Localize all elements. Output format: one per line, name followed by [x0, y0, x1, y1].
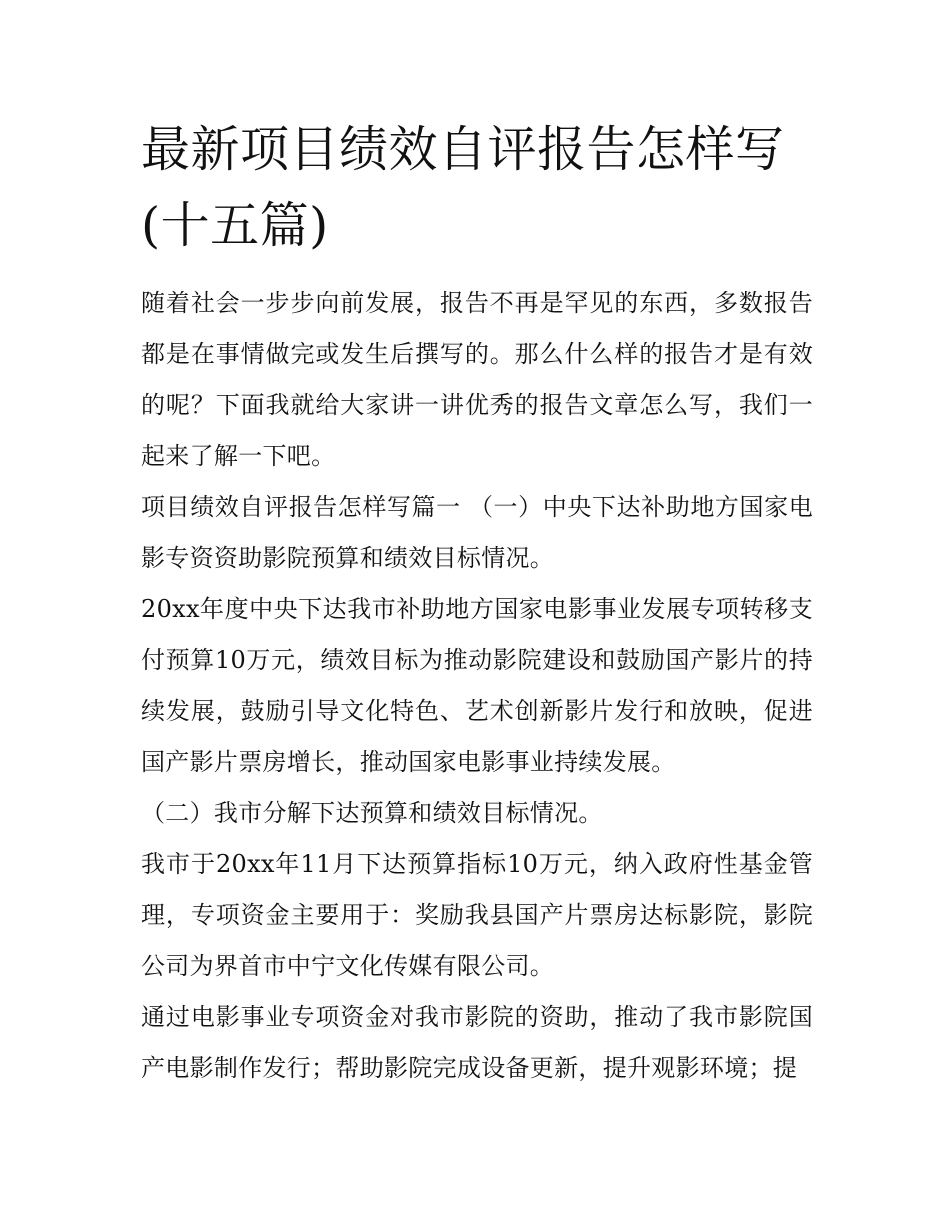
paragraph-effects: 通过电影事业专项资金对我市影院的资助，推动了我市影院国产电影制作发行；帮助影院完成设备更新，提升观影环境；提 — [141, 1003, 813, 1082]
paragraph-intro: 随着社会一步步向前发展，报告不再是罕见的东西，多数报告都是在事情做完或发生后撰写的。那么什么样的报告才是有效的呢？下面我就给大家讲一讲优秀的报告文章怎么写，我们一起来了解一下吧。 — [141, 289, 813, 470]
paragraph-allocation: 我市于20xx年11月下达预算指标10万元，纳入政府性基金管理，专项资金主要用于：奖励我县国产片票房达标影院，影院公司为界首市中宁文化传媒有限公司。 — [141, 850, 813, 980]
document-title: 最新项目绩效自评报告怎样写(十五篇) — [141, 121, 785, 254]
document-body — [141, 278, 813, 1094]
paragraph-section-2-heading: （二）我市分解下达预算和绩效目标情况。 — [141, 799, 603, 827]
paragraph-budget: 20xx年度中央下达我市补助地方国家电影事业发展专项转移支付预算10万元，绩效目标为推动影院建设和鼓励国产影片的持续发展，鼓励引导文化特色、艺术创新影片发行和放映，促进国产影片票房增长，推动国家电影事业持续发展。 — [141, 595, 813, 776]
paragraph-section-1-heading: 项目绩效自评报告怎样写篇一 （一）中央下达补助地方国家电影专资资助影院预算和绩效目标情况。 — [141, 493, 813, 572]
